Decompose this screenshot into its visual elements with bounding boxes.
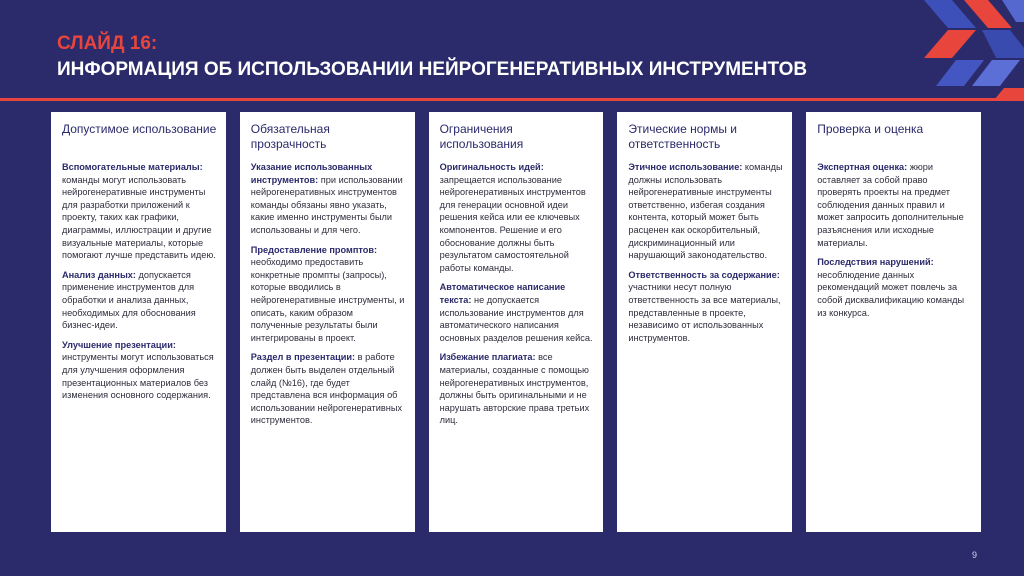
section-text: команды могут использовать нейрогенеративные инструменты для разработки приложений к проекту, таких как графики, диаграммы, иллюстрации и другие визуальные материалы, которые помогают лучше представить идею. (62, 174, 216, 261)
slide-main-title: ИНФОРМАЦИЯ ОБ ИСПОЛЬЗОВАНИИ НЕЙРОГЕНЕРАТИВНЫХ ИНСТРУМЕНТОВ (57, 59, 808, 80)
card-section (817, 256, 973, 319)
card-section (62, 339, 218, 402)
title-divider (0, 98, 1024, 101)
section-heading: Последствия нарушений: (817, 257, 934, 268)
section-text: при использовании нейрогенеративных инструментов команды обязаны явно указать, какие именно инструменты были использованы и для чего. (250, 174, 403, 235)
cards-row (51, 112, 981, 532)
card-section (817, 161, 973, 249)
section-text: все материалы, созданные с помощью нейрогенеративных инструментов, должны быть оригинальными и не нарушать авторские права третьих лиц. (439, 352, 590, 426)
section-heading: Ответственность за содержание: (628, 269, 780, 280)
card-title: Проверка и оценка (817, 122, 924, 136)
slide-title (57, 33, 807, 82)
card-section (62, 161, 218, 262)
section-text: запрещается использование нейрогенеративных инструментов для генерации основной идеи решения кейса или ее ключевых компонентов. Решение и его обоснование должны быть результатом самостоятельной работы команды. (439, 174, 586, 273)
section-heading: Экспертная оценка: (817, 162, 908, 172)
section-text: не допускается использование инструментов для автоматического написания основных разделов решения кейса. (439, 294, 593, 343)
section-text: несоблюдение данных рекомендаций может повлечь за собой дисквалификацию команды из конкурса. (817, 269, 965, 318)
card-allowed-use (51, 112, 226, 532)
section-heading: Указание использованных инструментов: (250, 162, 373, 185)
card-section (628, 161, 784, 262)
section-text: участники несут полную ответственность за все материалы, представленные в проекте, независимо от использованных инструментов. (628, 282, 781, 343)
section-heading: Этичное использование: (628, 162, 743, 172)
section-heading: Вспомогательные материалы: (62, 162, 203, 172)
card-ethics-responsibility (617, 112, 792, 532)
card-title: Обязательная прозрачность (250, 122, 330, 151)
section-text: необходимо предоставить конкретные промпты (запросы), которые вводились в нейрогенеративные инструменты, и описать, каким образом полученные результаты были интегрированы в проект. (250, 257, 405, 343)
card-usage-limits (429, 112, 604, 532)
page-number: 9 (971, 550, 977, 560)
card-mandatory-transparency (240, 112, 415, 532)
section-heading: Предоставление промптов: (250, 244, 378, 255)
decorative-chevrons (864, 0, 1024, 100)
card-title: Этические нормы и ответственность (628, 122, 737, 151)
section-text: допускается применение инструментов для обработки и анализа данных, необходимых для обоснования бизнес-идеи. (62, 269, 196, 331)
section-text: инструменты могут использоваться для улучшения оформления презентационных материалов без изменения основного содержания. (62, 352, 214, 401)
card-title: Ограничения использования (439, 122, 524, 151)
section-heading: Раздел в презентации: (250, 352, 356, 363)
section-text: в работе должен быть выделен отдельный слайд (№16), где будет представлена вся информация об использовании нейрогенеративных инструментов. (250, 352, 403, 426)
card-section (251, 244, 407, 345)
card-section (251, 351, 407, 427)
card-section (440, 281, 596, 344)
section-heading: Оригинальность идей: (439, 162, 544, 172)
section-heading: Автоматическое написание текста: (439, 282, 566, 305)
section-text: жюри оставляет за собой право проверять проекты на предмет соблюдения данных правил и может запросить дополнительные разъяснения или исходные материалы. (817, 162, 964, 248)
card-section (62, 269, 218, 332)
card-section (440, 351, 596, 427)
card-review-evaluation (806, 112, 981, 532)
card-section (440, 161, 596, 274)
section-text: команды должны использовать нейрогенеративные инструменты ответственно, избегая создания контента, который может быть расценен как оскорбительный, дискриминационный или нарушающий законодательство. (628, 162, 783, 261)
slide-number-title: СЛАЙД 16: (57, 33, 158, 54)
section-heading: Улучшение презентации: (62, 339, 176, 350)
card-section (251, 161, 407, 237)
card-section (628, 269, 784, 345)
section-heading: Анализ данных: (62, 269, 136, 280)
card-title: Допустимое использование (62, 122, 217, 136)
section-heading: Избежание плагиата: (439, 352, 536, 363)
